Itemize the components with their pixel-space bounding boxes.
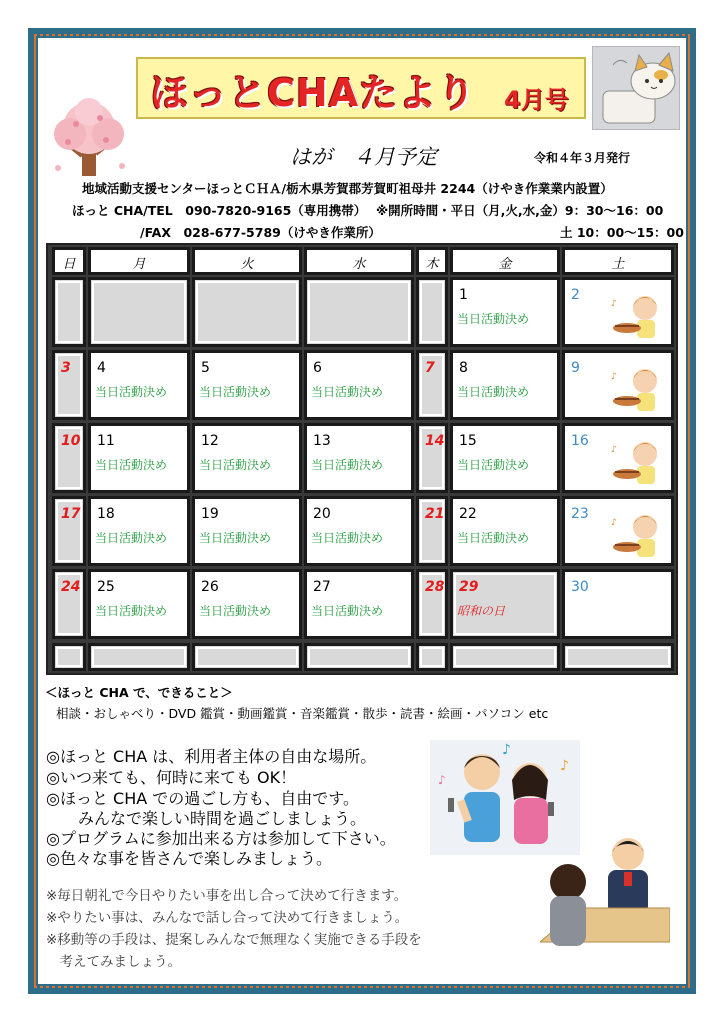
calendar-day-cell <box>562 569 674 639</box>
weekday-header <box>416 247 448 275</box>
opening-hours-weekday: ※開所時間・平日（月,火,水,金）9：30〜16：00 <box>376 203 664 218</box>
event-label: 当日活動決め <box>95 531 168 545</box>
girl-eating-icon <box>609 511 665 559</box>
day-number: 21 <box>425 506 445 522</box>
day-number: 15 <box>459 433 477 449</box>
day-number: 23 <box>571 506 589 522</box>
weekday-header <box>562 247 674 275</box>
fax-line: /FAX 028-677-5789（けやき作業所） <box>140 225 381 240</box>
day-number: 1 <box>459 287 468 303</box>
day-number: 2 <box>571 287 580 303</box>
event-label: 当日活動決め <box>311 458 384 472</box>
svg-text:♪: ♪ <box>560 758 569 774</box>
calendar-day-cell <box>88 423 190 493</box>
calendar-day-cell <box>562 423 674 493</box>
weekday-header <box>304 247 414 275</box>
cherry-tree-icon <box>46 96 132 182</box>
day-number: 25 <box>97 579 115 595</box>
bullet-line: ◎プログラムに参加出来る方は参加して下さい。 <box>46 829 396 848</box>
event-label: 当日活動決め <box>95 458 168 472</box>
weekday-label: 金 <box>498 257 512 272</box>
weekday-label: 月 <box>132 257 146 272</box>
day-number: 10 <box>61 433 81 449</box>
weekday-label: 水 <box>352 257 366 272</box>
event-label: 当日活動決め <box>199 385 272 399</box>
opening-hours-saturday: 土 10：00〜15：00 <box>560 225 684 240</box>
calendar-day-cell <box>88 569 190 639</box>
day-number: 5 <box>201 360 210 376</box>
schedule-subtitle: はが ４月予定 <box>290 145 437 169</box>
day-number: 11 <box>97 433 115 449</box>
day-number: 16 <box>571 433 589 449</box>
weekday-header <box>52 247 86 275</box>
bullet-line: ◎色々な事を皆さんで楽しみましょう。 <box>46 849 332 868</box>
svg-text:♪: ♪ <box>611 372 617 382</box>
calendar-day-cell <box>562 350 674 420</box>
day-number: 3 <box>61 360 71 376</box>
day-number: 26 <box>201 579 219 595</box>
day-number: 24 <box>61 579 81 595</box>
calendar-day-cell <box>52 423 86 493</box>
day-number: 7 <box>425 360 435 376</box>
calendar-day-cell <box>52 496 86 566</box>
calendar-day-cell <box>416 569 448 639</box>
day-number: 30 <box>571 579 589 595</box>
calendar-day-cell <box>88 350 190 420</box>
day-number: 19 <box>201 506 219 522</box>
weekday-label: 土 <box>611 257 625 272</box>
calendar-day-cell <box>416 423 448 493</box>
event-label: 当日活動決め <box>199 604 272 618</box>
holiday-label: 昭和の日 <box>457 604 506 618</box>
phone-line: ほっと CHA/TEL 090-7820-9165（専用携帯） <box>72 203 367 218</box>
calendar-day-cell <box>52 277 86 347</box>
calendar-footer-cell <box>304 643 414 671</box>
bullet-line: ◎いつ来ても、何時に来ても OK！ <box>46 768 297 787</box>
event-label: 当日活動決め <box>311 604 384 618</box>
weekday-label: 日 <box>62 257 76 272</box>
calendar-day-cell <box>304 569 414 639</box>
calendar-footer-cell <box>450 643 560 671</box>
girl-eating-icon <box>609 365 665 413</box>
svg-text:♪: ♪ <box>611 445 617 455</box>
calendar-day-cell <box>304 277 414 347</box>
bullet-line: ◎ほっと CHA での過ごし方も、自由です。 <box>46 789 360 808</box>
calendar-day-cell <box>416 277 448 347</box>
day-number: 14 <box>425 433 445 449</box>
calendar-day-cell <box>450 423 560 493</box>
day-number: 9 <box>571 360 580 376</box>
calendar-footer-cell <box>88 643 190 671</box>
event-label: 当日活動決め <box>311 531 384 545</box>
calendar-day-cell <box>450 496 560 566</box>
meeting-illustration <box>540 832 670 962</box>
day-number: 4 <box>97 360 106 376</box>
note-line: ※移動等の手段は、提案しみんなで無理なく実施できる手段を <box>46 932 422 948</box>
calendar-day-cell <box>304 350 414 420</box>
day-number: 13 <box>313 433 331 449</box>
calendar-day-cell <box>192 496 302 566</box>
activities-list: 相談・おしゃべり・DVD 鑑賞・動画鑑賞・音楽鑑賞・散歩・読書・絵画・パソコン etc <box>56 706 549 721</box>
calendar-grid <box>46 243 678 675</box>
event-label: 当日活動決め <box>199 458 272 472</box>
calendar-day-cell <box>192 423 302 493</box>
day-number: 20 <box>313 506 331 522</box>
calendar-footer-cell <box>52 643 86 671</box>
svg-text:♪: ♪ <box>611 299 617 309</box>
cat-illustration <box>592 46 680 130</box>
weekday-header <box>88 247 190 275</box>
calendar-day-cell <box>450 569 560 639</box>
newsletter-title: ほっとCHAたより <box>150 71 477 115</box>
note-line: 考えてみましょう。 <box>46 954 181 970</box>
calendar-day-cell <box>192 569 302 639</box>
event-label: 当日活動決め <box>457 531 530 545</box>
day-number: 6 <box>313 360 322 376</box>
activities-heading: ＜ほっと CHA で、できること＞ <box>45 685 233 700</box>
bullet-line: ◎ほっと CHA は、利用者主体の自由な場所。 <box>46 747 377 766</box>
event-label: 当日活動決め <box>311 385 384 399</box>
day-number: 27 <box>313 579 331 595</box>
day-number: 22 <box>459 506 477 522</box>
event-label: 当日活動決め <box>199 531 272 545</box>
calendar-day-cell <box>192 277 302 347</box>
calendar-footer-cell <box>192 643 302 671</box>
day-number: 28 <box>425 579 445 595</box>
calendar-footer-cell <box>416 643 448 671</box>
calendar-day-cell <box>192 350 302 420</box>
calendar-footer-cell <box>562 643 674 671</box>
girl-eating-icon <box>609 438 665 486</box>
event-label: 当日活動決め <box>457 385 530 399</box>
day-number: 17 <box>61 506 81 522</box>
girl-eating-icon <box>609 292 665 340</box>
event-label: 当日活動決め <box>95 385 168 399</box>
calendar-day-cell <box>304 423 414 493</box>
calendar-day-cell <box>562 277 674 347</box>
weekday-header <box>450 247 560 275</box>
issue-label: 4月号 <box>504 86 569 114</box>
calendar-day-cell <box>52 569 86 639</box>
day-number: 29 <box>459 579 479 595</box>
calendar-day-cell <box>562 496 674 566</box>
calendar-day-cell <box>88 496 190 566</box>
note-line: ※毎日朝礼で今日やりたい事を出し合って決めて行きます。 <box>46 888 408 904</box>
day-number: 18 <box>97 506 115 522</box>
calendar-day-cell <box>416 496 448 566</box>
event-label: 当日活動決め <box>95 604 168 618</box>
day-number: 8 <box>459 360 468 376</box>
calendar-day-cell <box>88 277 190 347</box>
day-number: 12 <box>201 433 219 449</box>
address-line: 地域活動支援センターほっとＣＨＡ/栃木県芳賀郡芳賀町祖母井 2244（けやき作業業内設置） <box>82 181 613 196</box>
calendar-day-cell <box>416 350 448 420</box>
bullet-line: みんなで楽しい時間を過ごしましょう。 <box>46 809 367 828</box>
svg-text:♪: ♪ <box>438 773 446 787</box>
weekday-label: 火 <box>240 257 254 272</box>
svg-text:♪: ♪ <box>502 742 511 758</box>
weekday-label: 木 <box>425 257 439 272</box>
calendar-day-cell <box>52 350 86 420</box>
svg-text:♪: ♪ <box>611 518 617 528</box>
issue-date: 令和４年３月発行 <box>534 151 631 165</box>
weekday-header <box>192 247 302 275</box>
note-line: ※やりたい事は、みんなで話し合って決めて行きましょう。 <box>46 910 409 926</box>
event-label: 当日活動決め <box>457 458 530 472</box>
calendar-day-cell <box>304 496 414 566</box>
calendar-day-cell <box>450 277 560 347</box>
calendar-day-cell <box>450 350 560 420</box>
event-label: 当日活動決め <box>457 312 530 326</box>
